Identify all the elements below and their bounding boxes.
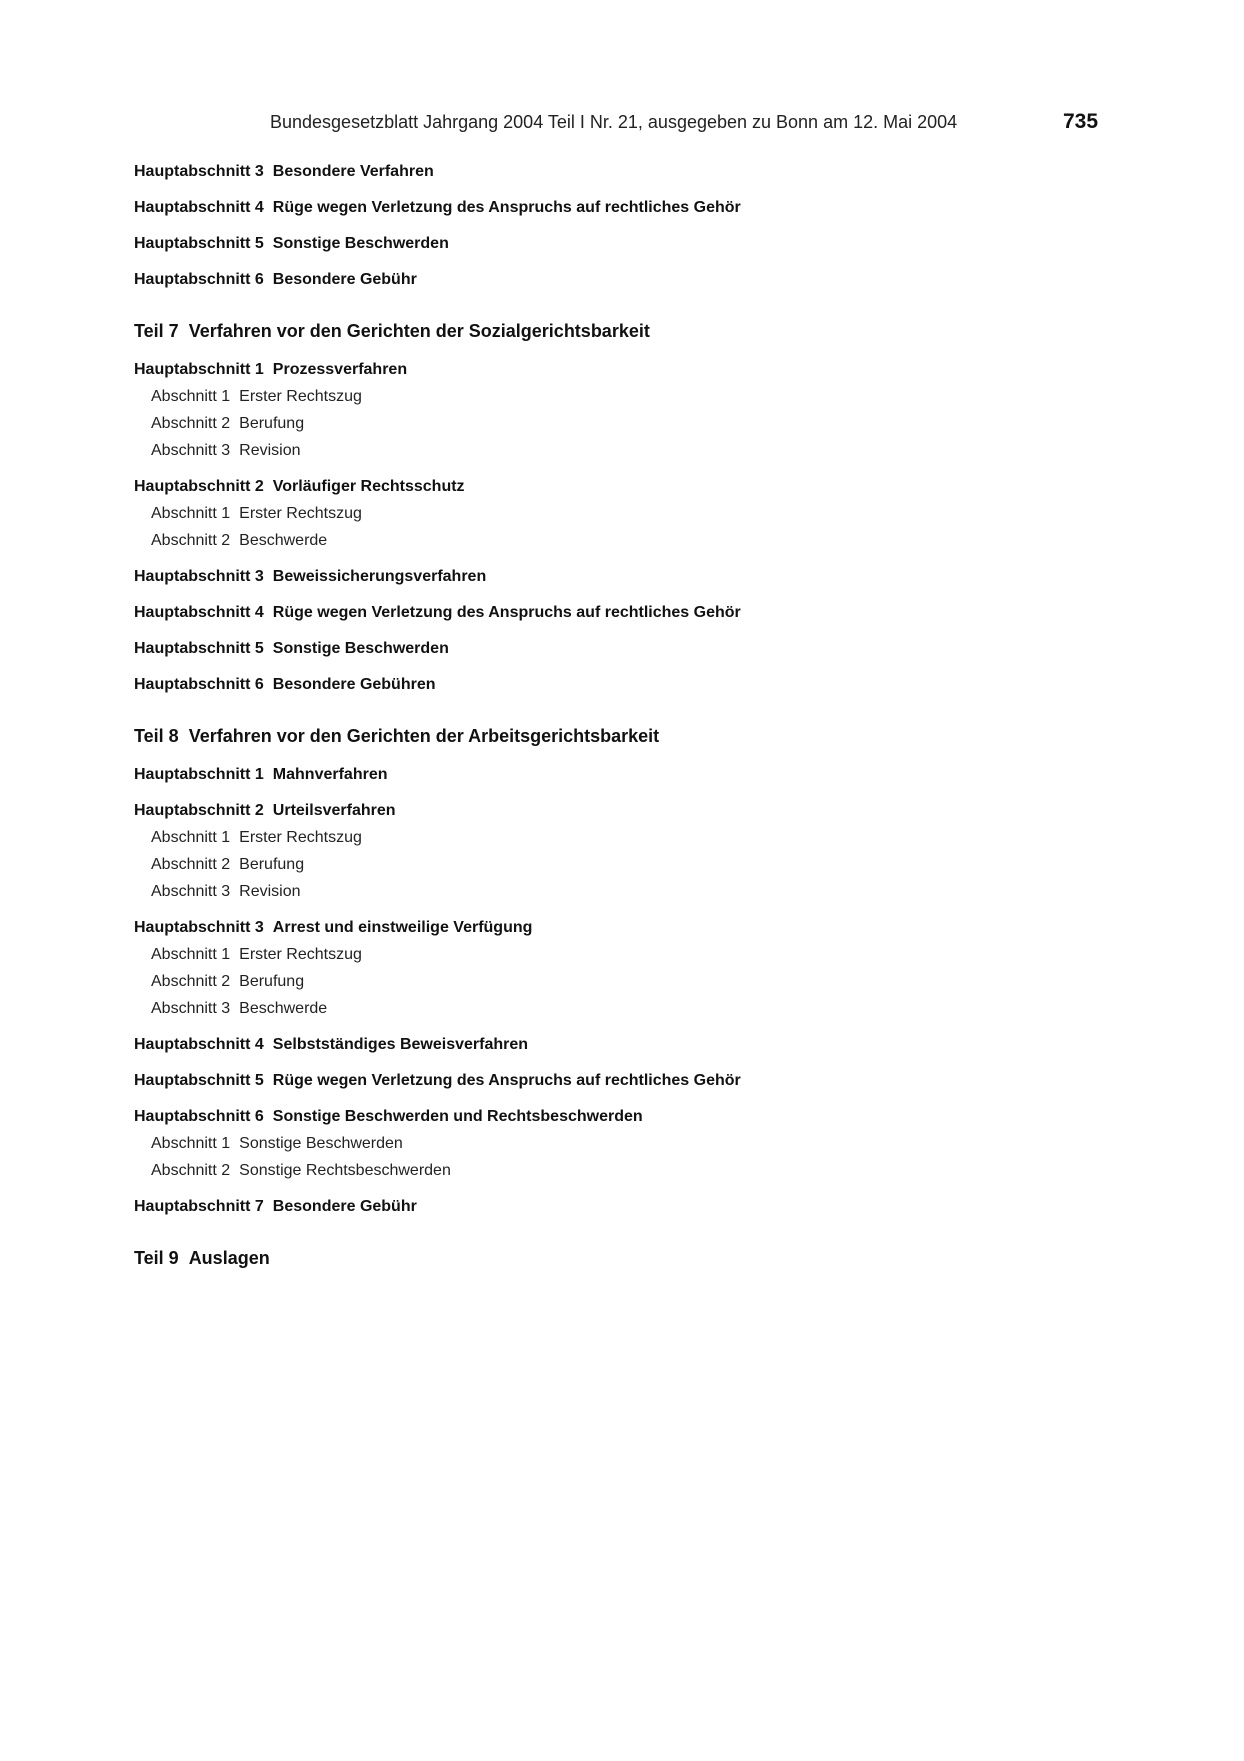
section-entry	[134, 387, 1134, 407]
entry-number: Hauptabschnitt 1	[134, 361, 264, 378]
entry-number: Abschnitt 2	[151, 1162, 231, 1179]
section-entry	[134, 828, 1134, 848]
entry-title: Besondere Gebühr	[272, 271, 417, 288]
entry-number: Abschnitt 3	[151, 442, 231, 459]
section-entry	[134, 531, 1134, 551]
entry-title: Rüge wegen Verletzung des Anspruchs auf rechtliches Gehör	[272, 1072, 741, 1089]
entry-number: Hauptabschnitt 5	[134, 640, 264, 657]
section-entry	[134, 414, 1134, 434]
section-entry	[134, 972, 1134, 992]
entry-number: Hauptabschnitt 6	[134, 271, 264, 288]
main-section-entry	[134, 765, 1134, 785]
entry-title: Rüge wegen Verletzung des Anspruchs auf rechtliches Gehör	[272, 604, 741, 621]
entry-number: Hauptabschnitt 3	[134, 919, 264, 936]
main-section-entry	[134, 567, 1134, 587]
entry-title: Erster Rechtszug	[239, 388, 362, 405]
entry-number: Hauptabschnitt 6	[134, 1108, 264, 1125]
entry-number: Abschnitt 1	[151, 946, 231, 963]
entry-number: Abschnitt 1	[151, 1135, 231, 1152]
part-heading	[134, 320, 1134, 342]
entry-number: Teil 7	[134, 321, 179, 341]
entry-title: Beweissicherungsverfahren	[272, 568, 487, 585]
entry-title: Berufung	[239, 415, 305, 432]
section-entry	[134, 504, 1134, 524]
entry-title: Urteilsverfahren	[272, 802, 396, 819]
entry-number: Abschnitt 1	[151, 388, 231, 405]
entry-number: Hauptabschnitt 3	[134, 163, 264, 180]
entry-number: Hauptabschnitt 4	[134, 199, 264, 216]
entry-title: Verfahren vor den Gerichten der Arbeitsgerichtsbarkeit	[188, 726, 660, 746]
main-section-entry	[134, 1071, 1134, 1091]
entry-number: Abschnitt 3	[151, 883, 231, 900]
section-entry	[134, 1134, 1134, 1154]
entry-title: Sonstige Beschwerden	[272, 235, 449, 252]
entry-number: Abschnitt 2	[151, 415, 231, 432]
section-entry	[134, 441, 1134, 461]
entry-title: Sonstige Beschwerden und Rechtsbeschwerden	[272, 1108, 643, 1125]
part-heading	[134, 1247, 1134, 1269]
entry-title: Arrest und einstweilige Verfügung	[272, 919, 533, 936]
entry-number: Hauptabschnitt 4	[134, 1036, 264, 1053]
entry-title: Vorläufiger Rechtsschutz	[272, 478, 465, 495]
running-header	[0, 110, 1244, 136]
entry-title: Besondere Gebühren	[272, 676, 436, 693]
entry-title: Erster Rechtszug	[239, 505, 362, 522]
main-section-entry	[134, 675, 1134, 695]
entry-title: Auslagen	[188, 1248, 270, 1268]
part-heading	[134, 725, 1134, 747]
page-number: 735	[1063, 110, 1099, 133]
main-section-entry	[134, 360, 1134, 380]
entry-number: Abschnitt 2	[151, 856, 231, 873]
section-entry	[134, 882, 1134, 902]
entry-number: Teil 9	[134, 1248, 179, 1268]
entry-number: Hauptabschnitt 2	[134, 478, 264, 495]
main-section-entry	[134, 162, 1134, 182]
header-title: Bundesgesetzblatt Jahrgang 2004 Teil I Nr. 21, ausgegeben zu Bonn am 12. Mai 2004	[270, 112, 958, 132]
main-section-entry	[134, 1197, 1134, 1217]
entry-number: Abschnitt 1	[151, 505, 231, 522]
entry-title: Erster Rechtszug	[239, 946, 362, 963]
entry-title: Selbstständiges Beweisverfahren	[272, 1036, 529, 1053]
section-entry	[134, 999, 1134, 1019]
entry-number: Teil 8	[134, 726, 179, 746]
main-section-entry	[134, 639, 1134, 659]
entry-title: Mahnverfahren	[272, 766, 388, 783]
entry-number: Hauptabschnitt 6	[134, 676, 264, 693]
entry-title: Berufung	[239, 856, 305, 873]
entry-title: Revision	[239, 883, 301, 900]
main-section-entry	[134, 603, 1134, 623]
entry-title: Revision	[239, 442, 301, 459]
entry-number: Hauptabschnitt 2	[134, 802, 264, 819]
entry-title: Sonstige Rechtsbeschwerden	[239, 1162, 451, 1179]
main-section-entry	[134, 918, 1134, 938]
entry-number: Hauptabschnitt 3	[134, 568, 264, 585]
main-section-entry	[134, 270, 1134, 290]
section-entry	[134, 855, 1134, 875]
main-section-entry	[134, 477, 1134, 497]
entry-title: Verfahren vor den Gerichten der Sozialgerichtsbarkeit	[188, 321, 650, 341]
entry-title: Beschwerde	[239, 1000, 328, 1017]
section-entry	[134, 945, 1134, 965]
main-section-entry	[134, 1035, 1134, 1055]
section-entry	[134, 1161, 1134, 1181]
main-section-entry	[134, 1107, 1134, 1127]
entry-number: Hauptabschnitt 7	[134, 1198, 264, 1215]
entry-number: Hauptabschnitt 1	[134, 766, 264, 783]
entry-title: Beschwerde	[239, 532, 328, 549]
table-of-contents	[134, 162, 1134, 1269]
entry-title: Sonstige Beschwerden	[272, 640, 449, 657]
entry-number: Hauptabschnitt 4	[134, 604, 264, 621]
entry-number: Hauptabschnitt 5	[134, 1072, 264, 1089]
entry-title: Besondere Gebühr	[272, 1198, 417, 1215]
entry-title: Besondere Verfahren	[272, 163, 434, 180]
entry-title: Prozessverfahren	[272, 361, 408, 378]
entry-number: Abschnitt 2	[151, 973, 231, 990]
main-section-entry	[134, 198, 1134, 218]
entry-number: Abschnitt 3	[151, 1000, 231, 1017]
entry-title: Erster Rechtszug	[239, 829, 362, 846]
main-section-entry	[134, 234, 1134, 254]
entry-number: Abschnitt 2	[151, 532, 231, 549]
entry-number: Abschnitt 1	[151, 829, 231, 846]
entry-title: Rüge wegen Verletzung des Anspruchs auf rechtliches Gehör	[272, 199, 741, 216]
entry-title: Sonstige Beschwerden	[239, 1135, 403, 1152]
entry-number: Hauptabschnitt 5	[134, 235, 264, 252]
entry-title: Berufung	[239, 973, 305, 990]
main-section-entry	[134, 801, 1134, 821]
